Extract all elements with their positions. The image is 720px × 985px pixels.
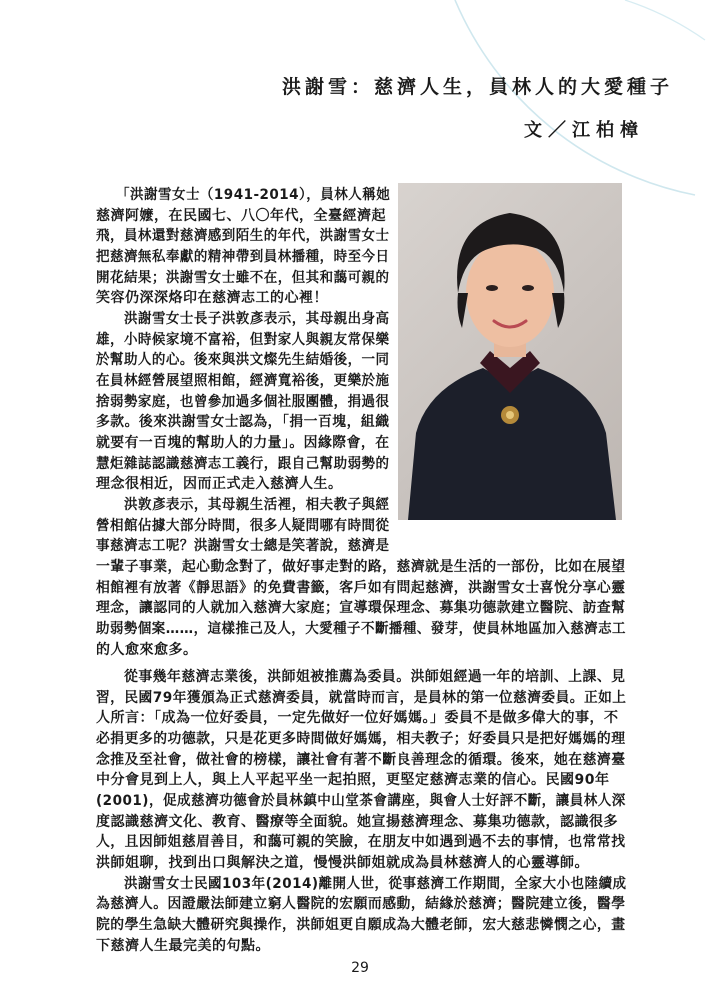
body-line: 下慈濟人生最完美的句點。: [96, 938, 270, 954]
body-line: 洪謝雪女士民國103年(2014)離開人世，從事慈濟工作期間，全家大小也陸續成: [124, 876, 627, 892]
body-line: 營相館佔據大部分時間，很多人疑問哪有時間從: [96, 518, 390, 534]
body-line: 院的學生急缺大體研究與操作，洪師姐更自願成為大體老師，宏大慈悲憐憫之心，畫: [96, 917, 626, 933]
body-line: 一輩子事業，起心動念對了，做好事走對的路，慈濟就是生活的一部份，比如在展望: [96, 559, 626, 575]
body-line: 度認識慈濟文化、教育、醫療等全面貌。她宣揚慈濟理念、募集功德款，認識很多: [96, 814, 618, 830]
body-line: 飛，員林還對慈濟感到陌生的年代，洪謝雪女士: [96, 228, 390, 244]
body-line: 慈濟阿嬤，在民國七、八〇年代，全臺經濟起: [96, 208, 386, 224]
body-line: 開花結果；洪謝雪女士雖不在，但其和藹可親的: [96, 270, 390, 286]
body-line: 在員林經營展望照相館，經濟寬裕後，更樂於施: [96, 373, 390, 389]
body-line: 雄，小時候家境不富裕，但對家人與親友常保樂: [96, 332, 390, 348]
body-line: 笑容仍深深烙印在慈濟志工的心裡！: [96, 290, 328, 306]
body-line: 人所言：「成為一位好委員，一定先做好一位好媽媽。」委員不是做多偉大的事，不: [96, 710, 619, 726]
body-line: 從事幾年慈濟志業後，洪師姐被推薦為委員。洪師姐經過一年的培訓、上課、見: [124, 669, 626, 685]
portrait-photo: [398, 183, 622, 520]
body-line: 人，且因師姐慈眉善目，和藹可親的笑臉，在朋友中如遇到過不去的事情，也常常找: [96, 834, 626, 850]
body-line: 慧炬雜誌認識慈濟志工義行，跟自己幫助弱勢的: [96, 456, 390, 472]
page-number: 29: [351, 960, 369, 976]
portrait-photo-icon: [398, 183, 622, 520]
body-line: 理念很相近，因而正式走入慈濟人生。: [96, 476, 343, 492]
body-line: 習，民國79年獲頒為正式慈濟委員，就當時而言，是員林的第一位慈濟委員。正如上: [96, 690, 627, 706]
body-line: 念推及至社會，做社會的榜樣，讓社會有著不斷良善理念的循環。後來，她在慈濟臺: [96, 752, 626, 768]
article-author: 文／江柏樟: [524, 120, 644, 141]
body-line: 於幫助人的心。後來與洪文燦先生結婚後，一同: [96, 352, 390, 368]
body-line: 就要有一百塊的幫助人的力量」。因緣際會，在: [96, 435, 390, 451]
body-line: 中分會見到上人，與上人平起平坐一起拍照，更堅定慈濟志業的信心。民國90年: [96, 772, 610, 788]
body-line: 必捐更多的功德款，只是花更多時間做好媽媽，相夫教子；好委員只是把好媽媽的理: [96, 731, 626, 747]
body-line: (2001)，促成慈濟功德會於員林鎮中山堂茶會講座，與會人士好評不斷，讓員林人深: [96, 793, 626, 809]
body-line: 為慈濟人。因證嚴法師建立窮人醫院的宏願而感動，結緣於慈濟；醫院建立後，醫學: [96, 896, 626, 912]
body-line: 事慈濟志工呢？洪謝雪女士總是笑著說，慈濟是: [96, 538, 390, 554]
body-line: 捨弱勢家庭，也曾參加過多個社服團體，捐過很: [96, 394, 390, 410]
body-line: 洪敦彥表示，其母親生活裡，相夫教子與經: [124, 497, 390, 513]
body-line: 洪謝雪女士長子洪敦彥表示，其母親出身高: [124, 311, 390, 327]
body-line: 「洪謝雪女士（1941-2014），員林人稱她: [116, 187, 391, 203]
body-line: 洪師姐聊，找到出口與解決之道，慢慢洪師姐就成為員林慈濟人的心靈導師。: [96, 855, 589, 871]
body-line: 理念，讓認同的人就加入慈濟大家庭；宣導環保理念、募集功德款建立醫院、訪查幫: [96, 600, 626, 616]
body-line: 的人愈來愈多。: [96, 642, 198, 658]
article-title: 洪謝雪：慈濟人生，員林人的大愛種子: [282, 76, 674, 98]
body-line: 把慈濟無私奉獻的精神帶到員林播種，時至今日: [96, 249, 390, 265]
body-line: 相館裡有放著《靜思語》的免費書籤，客戶如有問起慈濟，洪謝雪女士喜悅分享心靈: [96, 580, 626, 596]
body-line: 助弱勢個案……，這樣推己及人，大愛種子不斷播種、發芽，使員林地區加入慈濟志工: [96, 621, 627, 637]
body-line: 多款。後來洪謝雪女士認為，「捐一百塊，組織: [96, 414, 390, 430]
